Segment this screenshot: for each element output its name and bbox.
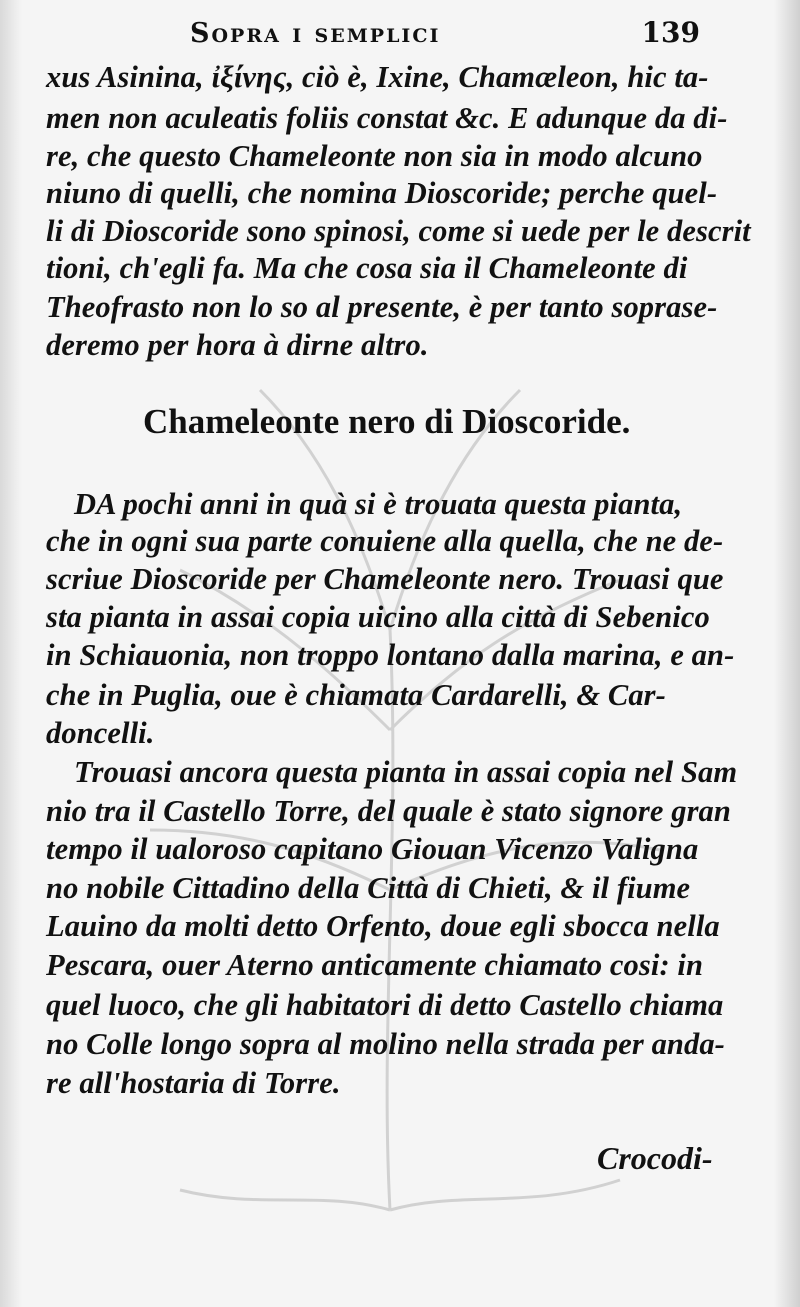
text-line: re, che questo Chameleonte non sia in modo alcuno xyxy=(46,139,703,173)
text-line: men non aculeatis foliis constat &c. E adunque da di- xyxy=(46,101,728,135)
text-line: in Schiauonia, non troppo lontano dalla marina, e an- xyxy=(46,638,735,672)
text-line: che in Puglia, oue è chiamata Cardarelli, & Car- xyxy=(46,678,666,712)
text-line: nio tra il Castello Torre, del quale è stato signore gran xyxy=(46,794,731,828)
running-title: Sopra i semplici xyxy=(190,18,441,49)
page-number: 139 xyxy=(641,16,700,49)
text-line: xus Asinina, ἰξίνης, ciò è, Ixine, Chamæleon, hic ta- xyxy=(46,60,709,94)
text-line: doncelli. xyxy=(46,716,155,750)
text-line: Theofrasto non lo so al presente, è per tanto soprase- xyxy=(46,290,718,324)
text-line: no Colle longo sopra al molino nella strada per anda- xyxy=(46,1027,725,1061)
text-line: Trouasi ancora questa pianta in assai copia nel Sam xyxy=(74,755,738,789)
text-line: scriue Dioscoride per Chameleonte nero. Trouasi que xyxy=(46,562,724,596)
text-line: tioni, ch'egli fa. Ma che cosa sia il Chameleonte di xyxy=(46,251,688,285)
text-line: Lauino da molti detto Orfento, doue egli sbocca nella xyxy=(46,909,720,943)
text-line: tempo il ualoroso capitano Giouan Vicenzo Valigna xyxy=(46,832,699,866)
text-line: sta pianta in assai copia uicino alla città di Sebenico xyxy=(46,600,710,634)
text-line: deremo per hora à dirne altro. xyxy=(46,328,429,362)
text-line: li di Dioscoride sono spinosi, come si uede per le descrit xyxy=(46,214,751,248)
scan-shadow-left xyxy=(0,0,22,1307)
text-line: no nobile Cittadino della Città di Chieti, & il fiume xyxy=(46,871,691,905)
text-line: quel luoco, che gli habitatori di detto Castello chiama xyxy=(46,988,724,1022)
catchword: Crocodi- xyxy=(597,1140,713,1176)
scan-shadow-right xyxy=(774,0,800,1307)
section-heading: Chameleonte nero di Dioscoride. xyxy=(143,402,631,441)
text-line: re all'hostaria di Torre. xyxy=(46,1066,341,1100)
text-line: niuno di quelli, che nomina Dioscoride; perche quel- xyxy=(46,176,718,210)
text-line: DA pochi anni in quà si è trouata questa pianta, xyxy=(74,487,683,521)
text-line: Pescara, ouer Aterno anticamente chiamato cosi: in xyxy=(46,948,704,982)
text-line: che in ogni sua parte conuiene alla quella, che ne de- xyxy=(46,524,724,558)
